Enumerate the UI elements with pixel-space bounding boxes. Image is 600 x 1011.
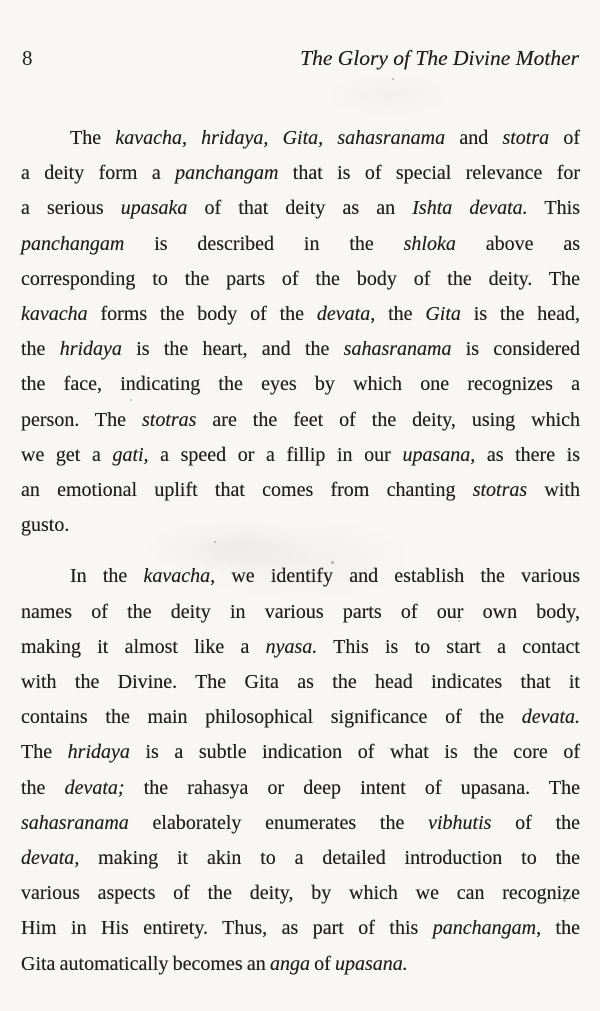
italic-term: vibhutis	[428, 811, 492, 834]
italic-term: stotras	[472, 479, 528, 502]
text-segment: forms the body of the	[87, 303, 317, 326]
text-segment: a deity form a	[21, 162, 176, 185]
text-segment: making it almost like a	[21, 635, 266, 658]
text-segment: the	[21, 776, 65, 799]
text-line	[21, 156, 580, 191]
text-line	[21, 947, 580, 982]
italic-term: stotra	[502, 127, 550, 149]
text-segment: , the	[370, 303, 426, 326]
text-segment: person. The	[21, 408, 142, 431]
text-segment: of	[309, 952, 335, 975]
text-line	[21, 438, 580, 473]
text-line	[21, 771, 580, 806]
text-segment: with the Divine. The Gita as the head indicates that it	[21, 671, 580, 694]
text-segment: is a subtle indication of what is the core of	[129, 741, 580, 764]
text-segment: of the	[491, 811, 581, 834]
italic-term: devata	[21, 847, 75, 870]
text-segment: a speed or a fillip in our	[148, 443, 403, 466]
page-number: 8	[22, 46, 33, 70]
text-segment: the rahasya or deep intent of upasana. The	[124, 776, 580, 799]
text-segment: are the feet of the deity, using which	[196, 408, 580, 431]
italic-term: hridaya	[59, 338, 122, 361]
text-line	[21, 403, 580, 438]
italic-term: devata;	[64, 776, 125, 799]
text-line	[21, 508, 580, 543]
scan-speckle	[331, 561, 334, 564]
text-segment: of	[549, 127, 580, 149]
italic-term: hridaya	[67, 741, 130, 764]
italic-term: kavacha	[21, 303, 88, 326]
scan-speckle	[214, 541, 216, 543]
text-line	[21, 595, 580, 630]
text-line	[21, 841, 580, 876]
scan-speckle	[563, 899, 566, 902]
italic-term: devata.	[521, 706, 580, 729]
text-line	[21, 262, 580, 297]
italic-term: sahasranama	[21, 811, 129, 834]
page-body	[21, 121, 580, 982]
text-line	[21, 559, 580, 594]
running-title: The Glory of The Divine Mother	[300, 46, 579, 70]
paragraph-1	[21, 121, 580, 543]
text-line	[21, 191, 580, 226]
italic-term: upasana.	[335, 952, 408, 975]
text-segment: above as	[455, 232, 580, 255]
text-segment: , making it akin to a detailed introduction to the	[74, 847, 580, 870]
italic-term: Ishta devata.	[412, 197, 528, 220]
text-line	[21, 630, 580, 665]
text-segment: elaborately enumerates the	[128, 811, 429, 834]
italic-term: anga	[269, 952, 310, 975]
text-segment: In the	[70, 565, 144, 588]
text-segment: The	[21, 741, 68, 764]
scan-speckle	[392, 78, 394, 80]
text-segment: a serious	[21, 197, 121, 220]
italic-term: kavacha	[143, 565, 211, 588]
text-segment: Him in His entirety. Thus, as part of this	[21, 917, 433, 940]
text-line	[21, 332, 580, 367]
text-line	[21, 297, 580, 332]
text-segment: various aspects of the deity, by which we can recognize	[21, 882, 580, 905]
italic-term: stotras	[141, 408, 197, 431]
italic-term: panchangam	[21, 232, 125, 255]
italic-term: Gita	[425, 303, 461, 326]
text-line	[21, 121, 580, 156]
text-segment: with	[527, 479, 580, 502]
text-segment: an emotional uplift that comes from chanting	[21, 479, 473, 502]
italic-term: nyasa.	[265, 635, 318, 658]
text-line	[21, 735, 580, 770]
text-segment: and	[445, 127, 503, 149]
scan-speckle	[130, 399, 132, 401]
text-segment: Gita automatically becomes an	[21, 952, 270, 975]
running-head	[22, 46, 579, 71]
italic-term: panchangam	[175, 162, 279, 185]
text-segment: This is to start a contact	[317, 635, 580, 658]
text-segment: corresponding to the parts of the body of the deity. The	[21, 267, 580, 290]
text-segment: of that deity as an	[187, 197, 413, 220]
text-line	[21, 806, 580, 841]
text-segment: gusto.	[21, 514, 70, 537]
text-line	[21, 473, 580, 508]
italic-term: kavacha, hridaya, Gita, sahasranama	[115, 127, 446, 149]
text-segment: is the head,	[460, 303, 580, 326]
text-line	[21, 911, 580, 946]
text-segment: the	[21, 338, 60, 361]
italic-term: upasana,	[402, 443, 476, 466]
text-segment: is considered	[451, 338, 580, 361]
text-segment: is the heart, and the	[121, 338, 344, 361]
text-segment: we get a	[21, 443, 113, 466]
text-line	[21, 227, 580, 262]
text-line	[21, 665, 580, 700]
italic-term: shloka	[403, 232, 456, 255]
text-segment: names of the deity in various parts of our own body,	[21, 600, 580, 623]
text-segment: as there is	[475, 443, 581, 466]
text-segment: the face, indicating the eyes by which one recognizes a	[21, 373, 580, 396]
italic-term: panchangam	[432, 917, 537, 940]
text-segment: is described in the	[124, 232, 404, 255]
scan-speckle	[458, 620, 460, 622]
text-segment: , we identify and establish the various	[210, 565, 580, 588]
text-segment: The	[70, 127, 116, 149]
text-line	[21, 700, 580, 735]
paragraph-2	[21, 559, 580, 981]
italic-term: sahasranama	[343, 338, 452, 361]
text-segment: that is of special relevance for	[278, 162, 581, 185]
text-line	[21, 876, 580, 911]
italic-term: gati,	[112, 443, 149, 466]
text-line	[21, 367, 580, 402]
italic-term: upasaka	[120, 197, 188, 220]
text-segment: , the	[536, 917, 580, 940]
text-segment: contains the main philosophical significance of the	[21, 706, 522, 729]
italic-term: devata	[316, 303, 371, 326]
text-segment: This	[527, 197, 580, 220]
